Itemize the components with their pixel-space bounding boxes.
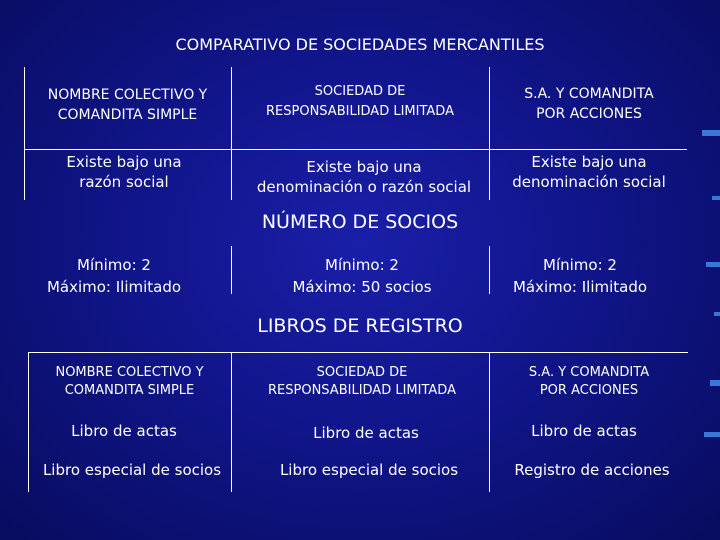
socios-sa <box>480 254 680 298</box>
page-title: COMPARATIVO DE SOCIEDADES MERCANTILES <box>175 35 545 54</box>
decorative-stripe <box>712 196 720 200</box>
header-line: SOCIEDAD DE <box>314 84 406 99</box>
header-line: POR ACCIONES <box>536 106 642 122</box>
libro-actas-sa: Libro de actas <box>531 422 637 440</box>
registro-acciones-sa: Registro de acciones <box>514 461 670 479</box>
decorative-stripe <box>710 380 720 386</box>
libros-header-nombre-colectivo <box>28 364 231 400</box>
libros-header-srl <box>231 364 493 400</box>
cell-line: Máximo: Ilimitado <box>512 278 648 296</box>
cell-line: Existe bajo una <box>306 158 422 176</box>
cell-line: Mínimo: 2 <box>543 256 617 274</box>
header-line: COMANDITA SIMPLE <box>64 383 195 398</box>
socios-nombre-colectivo <box>14 254 214 298</box>
name-nombre-colectivo <box>24 152 224 192</box>
header-line: S.A. Y COMANDITA <box>524 86 654 102</box>
section-heading-socios: NÚMERO DE SOCIOS <box>261 211 459 233</box>
divider <box>28 352 688 353</box>
decorative-stripe <box>702 130 720 136</box>
libro-actas-nombre-colectivo: Libro de actas <box>71 422 177 440</box>
header-sa <box>489 84 689 124</box>
header-nombre-colectivo <box>24 85 231 125</box>
libros-header-sa <box>489 364 689 400</box>
cell-line: Máximo: Ilimitado <box>46 278 182 296</box>
header-line: RESPONSABILIDAD LIMITADA <box>268 383 456 398</box>
header-line: NOMBRE COLECTIVO Y <box>55 365 204 380</box>
cell-line: Existe bajo una <box>66 153 182 171</box>
libro-especial-socios-nombre-colectivo: Libro especial de socios <box>42 461 222 479</box>
socios-srl <box>231 254 493 298</box>
cell-line: razón social <box>79 173 169 191</box>
cell-line: denominación o razón social <box>256 178 472 196</box>
header-line: COMANDITA SIMPLE <box>57 107 198 123</box>
header-line: POR ACCIONES <box>539 383 639 398</box>
decorative-stripe <box>704 432 720 437</box>
section-heading-libros: LIBROS DE REGISTRO <box>257 315 463 337</box>
cell-line: Mínimo: 2 <box>325 256 399 274</box>
cell-line: Existe bajo una <box>531 153 647 171</box>
name-srl <box>231 157 497 197</box>
cell-line: Máximo: 50 socios <box>292 278 432 296</box>
header-line: RESPONSABILIDAD LIMITADA <box>266 104 454 119</box>
header-line: S.A. Y COMANDITA <box>528 365 650 380</box>
name-sa <box>489 152 689 192</box>
cell-line: Mínimo: 2 <box>77 256 151 274</box>
header-srl <box>231 82 489 122</box>
divider <box>24 149 687 150</box>
libro-actas-srl: Libro de actas <box>313 424 419 442</box>
decorative-stripe <box>706 262 720 267</box>
header-line: SOCIEDAD DE <box>316 365 408 380</box>
libro-especial-socios-srl: Libro especial de socios <box>279 461 459 479</box>
header-line: NOMBRE COLECTIVO Y <box>47 87 208 103</box>
cell-line: denominación social <box>512 173 666 191</box>
